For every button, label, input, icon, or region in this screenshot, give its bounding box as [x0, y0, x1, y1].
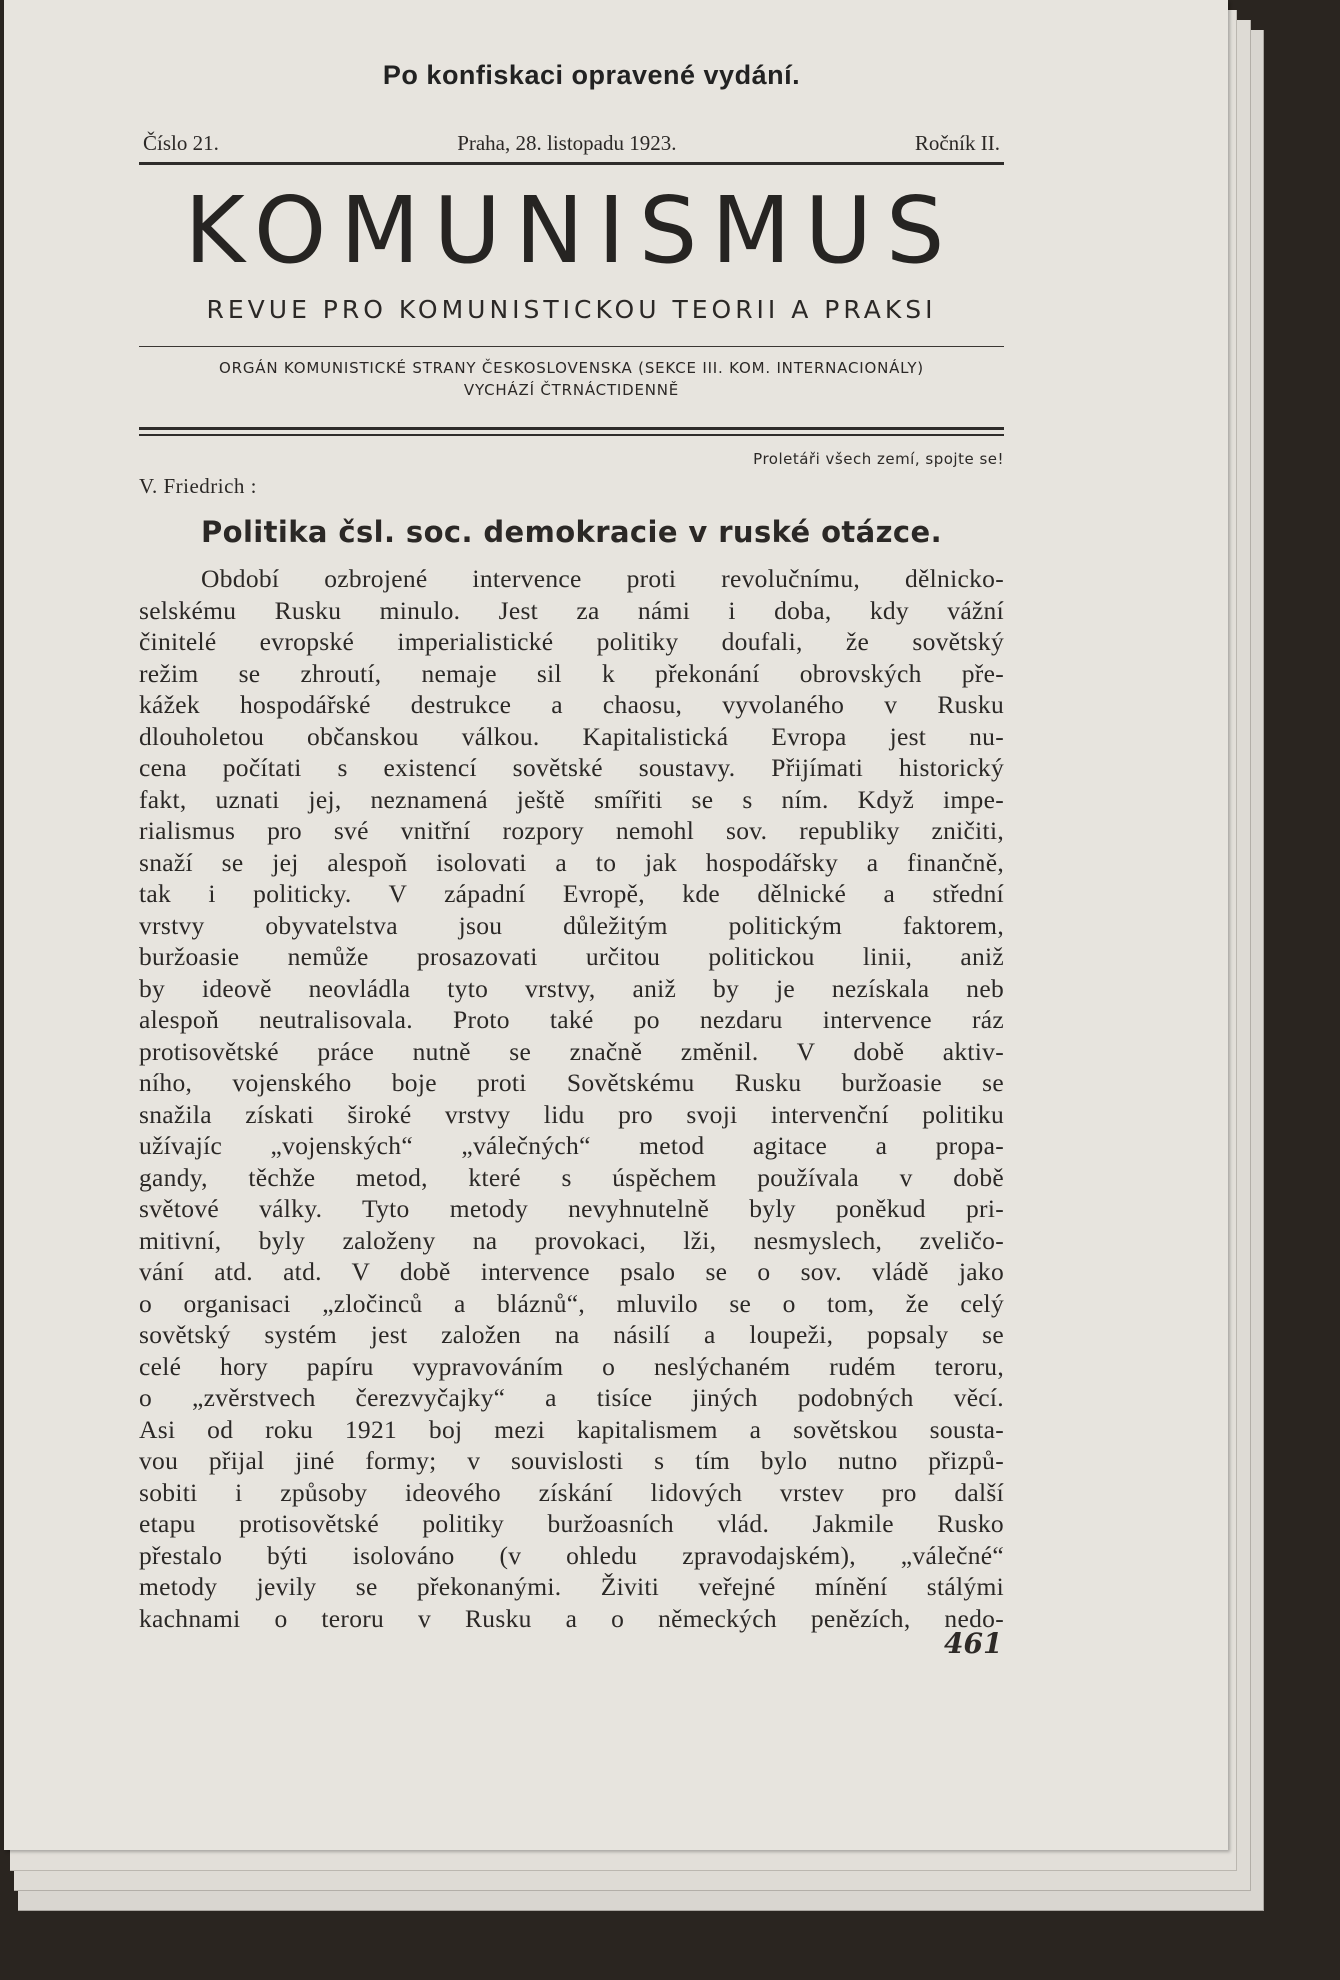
organ-line: VYCHÁZÍ ČTRNÁCTIDENNĚ — [463, 381, 680, 399]
article-line: mitivní, byly založeny na provokaci, lži, nesmyslech, zveličo- — [139, 1225, 1004, 1255]
page-number: 461 — [944, 1627, 1003, 1660]
article-line: vrstvy obyvatelstva jsou důležitým politickým faktorem, — [139, 910, 1004, 940]
article-line: rialismus pro své vnitřní rozpory nemohl sov. republiky zničiti, — [139, 816, 1004, 845]
article-line: kachnami o teroru v Rusku a o německých penězích, nedo- — [139, 1603, 1004, 1633]
masthead-subtitle: REVUE PRO KOMUNISTICKOU TEORII A PRAKSI — [206, 295, 937, 324]
issue-number: Číslo 21. — [143, 131, 219, 155]
page-content — [139, 60, 1004, 1634]
header-rule — [139, 162, 1004, 165]
divider — [139, 346, 1004, 347]
article-line: fakt, uznati jej, neznamená ještě smířiti se s ním. Když impe- — [139, 784, 1004, 814]
article-line: o organisaci „zločinců a bláznů“, mluvilo se o tom, že celý — [139, 1288, 1004, 1318]
article-line: sovětský systém jest založen na násilí a loupeži, popsaly se — [139, 1320, 1004, 1349]
article-line: etapu protisovětské politiky buržoasních vlád. Jakmile Rusko — [139, 1509, 1004, 1538]
issue-row — [139, 131, 1004, 156]
article-title: Politika čsl. soc. demokracie v ruské otázce. — [200, 515, 943, 549]
article-line: kážek hospodářské destrukce a chaosu, vyvolaného v Rusku — [139, 690, 1004, 719]
article-line: vání atd. atd. V době intervence psalo se o sov. vládě jako — [139, 1257, 1004, 1286]
article-line: o „zvěrstvech čerezvyčajky“ a tisíce jiných podobných věcí. — [139, 1383, 1004, 1412]
article-line: vou přijal jiné formy; v souvislosti s tím bylo nutno přizpů- — [139, 1446, 1004, 1475]
article-line: režim se zhroutí, nemaje sil k překonání obrovských pře- — [139, 658, 1004, 688]
article-line: by ideově neovládla tyto vrstvy, aniž by je nezískala neb — [139, 973, 1004, 1003]
article-line: selskému Rusku minulo. Jest za námi i doba, kdy vážní — [139, 595, 1004, 625]
front-page — [4, 0, 1228, 1850]
article-line: snaží se jej alespoň isolovati a to jak hospodářsky a finančně, — [139, 847, 1004, 877]
article-line: světové války. Tyto metody nevyhnutelně byly poněkud pri- — [139, 1194, 1004, 1223]
article-line: ního, vojenského boje proti Sovětskému Rusku buržoasie se — [139, 1068, 1004, 1097]
place-date: Praha, 28. listopadu 1923. — [457, 131, 677, 155]
article-line: Asi od roku 1921 boj mezi kapitalismem a sovětskou sousta- — [139, 1414, 1004, 1444]
article-line: metody jevily se překonanými. Živiti veřejné mínění stálými — [139, 1572, 1004, 1601]
article-body — [139, 563, 1004, 1634]
article-line: sobiti i způsoby ideového získání lidových vrstev pro další — [139, 1477, 1004, 1507]
organ-line: ORGÁN KOMUNISTICKÉ STRANY ČESKOSLOVENSKA (SEKCE III. KOM. INTERNACIONÁLY) — [219, 359, 924, 377]
article-line: přestalo býti isolováno (v ohledu zpravodajském), „válečné“ — [139, 1540, 1004, 1570]
article-line: činitelé evropské imperialistické politiky doufali, že sovětský — [139, 627, 1004, 656]
motto: Proletáři všech zemí, spojte se! — [753, 450, 1004, 468]
article-line: protisovětské práce nutně se značně změnil. V době aktiv- — [139, 1036, 1004, 1066]
organ-statement — [139, 357, 1004, 401]
article-line: cena počítati s existencí sovětské soustavy. Přijímati historický — [139, 753, 1004, 782]
article-line: snažila získati široké vrstvy lidu pro svoji intervenční politiku — [139, 1099, 1004, 1129]
article-line: gandy, těchže metod, které s úspěchem používala v době — [139, 1162, 1004, 1192]
volume: Ročník II. — [914, 131, 1000, 155]
article-line: alespoň neutralisovala. Proto také po nezdaru intervence ráz — [139, 1005, 1004, 1034]
article-author: V. Friedrich : — [139, 474, 258, 498]
article-line: tak i politicky. V západní Evropě, kde dělnické a střední — [139, 879, 1004, 908]
article-line: Období ozbrojené intervence proti revolučnímu, dělnicko- — [201, 564, 1004, 593]
article-line: užívajíc „vojenských“ „válečných“ metod agitace a propa- — [139, 1131, 1004, 1160]
article-line: celé hory papíru vypravováním o neslýchaném rudém teroru, — [139, 1351, 1004, 1381]
edition-notice: Po konfiskaci opravené vydání. — [382, 60, 801, 90]
article-line: dlouholetou občanskou válkou. Kapitalistická Evropa jest nu- — [139, 721, 1004, 751]
double-rule — [139, 427, 1004, 436]
masthead-title: KOMUNISMUS — [184, 177, 959, 284]
article-line: buržoasie nemůže prosazovati určitou politickou linii, aniž — [139, 942, 1004, 971]
